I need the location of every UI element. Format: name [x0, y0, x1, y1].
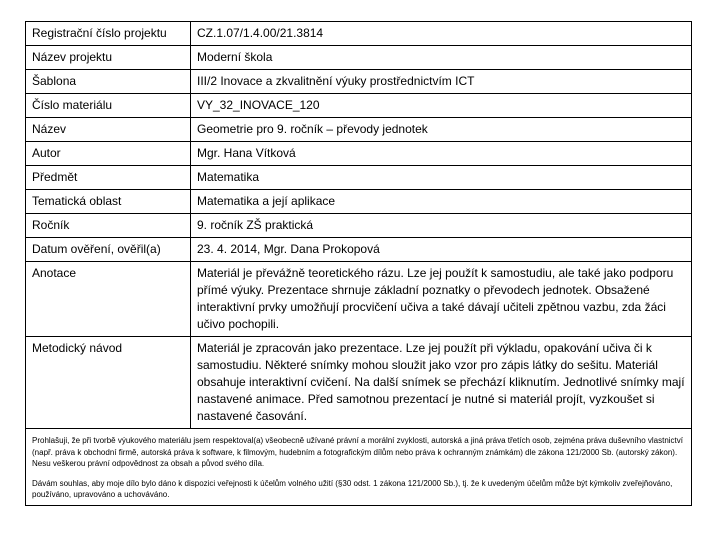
row-value: Materiál je zpracován jako prezentace. Lze jej použít při výkladu, opakování učiva či k samostudiu. Některé snímky mohou sloužit jako vzor pro zápis látky do sešitu. Materiál obsahuje interaktivní cvičení. Na další snímek se přechází kliknutím. Jednotlivé snímky mají nastavené animace. Před samotnou prezentací je nutné si materiál projít, vyzkoušet si nastavené časování.	[191, 337, 692, 429]
row-label: Anotace	[26, 262, 191, 337]
row-value: Matematika	[191, 166, 692, 190]
metadata-table	[25, 21, 692, 429]
table-row	[26, 46, 692, 70]
row-value: 9. ročník ZŠ praktická	[191, 214, 692, 238]
row-value: 23. 4. 2014, Mgr. Dana Prokopová	[191, 238, 692, 262]
table-row	[26, 166, 692, 190]
row-label: Název	[26, 118, 191, 142]
table-row	[26, 190, 692, 214]
row-label: Název projektu	[26, 46, 191, 70]
row-label: Datum ověření, ověřil(a)	[26, 238, 191, 262]
table-row	[26, 70, 692, 94]
table-row	[26, 142, 692, 166]
row-label: Registrační číslo projektu	[26, 22, 191, 46]
row-value: Geometrie pro 9. ročník – převody jednotek	[191, 118, 692, 142]
row-value: CZ.1.07/1.4.00/21.3814	[191, 22, 692, 46]
row-label: Šablona	[26, 70, 191, 94]
table-row	[26, 214, 692, 238]
row-value: Materiál je převážně teoretického rázu. Lze jej použít k samostudiu, ale také jako podporu přímé výuky. Prezentace shrnuje základní poznatky o převodech jednotek. Obsažené interaktivní prvky umožňují procvičení učiva a také dávají učiteli zpětnou vazbu, zda žáci učivo pochopili.	[191, 262, 692, 337]
consent-text: Dávám souhlas, aby moje dílo bylo dáno k dispozici veřejnosti k účelům volného užití (§30 odst. 1 zákona 121/2000 Sb.), tj. že k uvedeným účelům může být kýmkoliv zveřejňováno, používáno, upravováno a uchováváno.	[32, 478, 673, 499]
row-value: VY_32_INOVACE_120	[191, 94, 692, 118]
table-row	[26, 238, 692, 262]
row-value: Mgr. Hana Vítková	[191, 142, 692, 166]
declaration-text: Prohlašuji, že při tvorbě výukového materiálu jsem respektoval(a) všeobecně užívané právní a morální zvyklosti, autorská a jiná práva třetích osob, zejména práva duševního vlastnictví (např. práva k obchodní firmě, autorská práva k software, k filmovým, hudebním a fotografickým dílům nebo práva k ochranným známkám) dle zákona 121/2000 Sb. (autorský zákon). Nesu veškerou právní odpovědnost za obsah a původ svého díla.	[32, 436, 683, 468]
row-value: Matematika a její aplikace	[191, 190, 692, 214]
table-row	[26, 337, 692, 429]
table-row	[26, 22, 692, 46]
row-label: Předmět	[26, 166, 191, 190]
row-label: Metodický návod	[26, 337, 191, 429]
table-row	[26, 262, 692, 337]
metadata-sheet	[25, 21, 692, 506]
row-label: Ročník	[26, 214, 191, 238]
table-row	[26, 118, 692, 142]
row-value: Moderní škola	[191, 46, 692, 70]
table-row	[26, 94, 692, 118]
row-label: Tematická oblast	[26, 190, 191, 214]
legal-footer	[25, 429, 692, 506]
row-label: Číslo materiálu	[26, 94, 191, 118]
row-label: Autor	[26, 142, 191, 166]
row-value: III/2 Inovace a zkvalitnění výuky prostřednictvím ICT	[191, 70, 692, 94]
